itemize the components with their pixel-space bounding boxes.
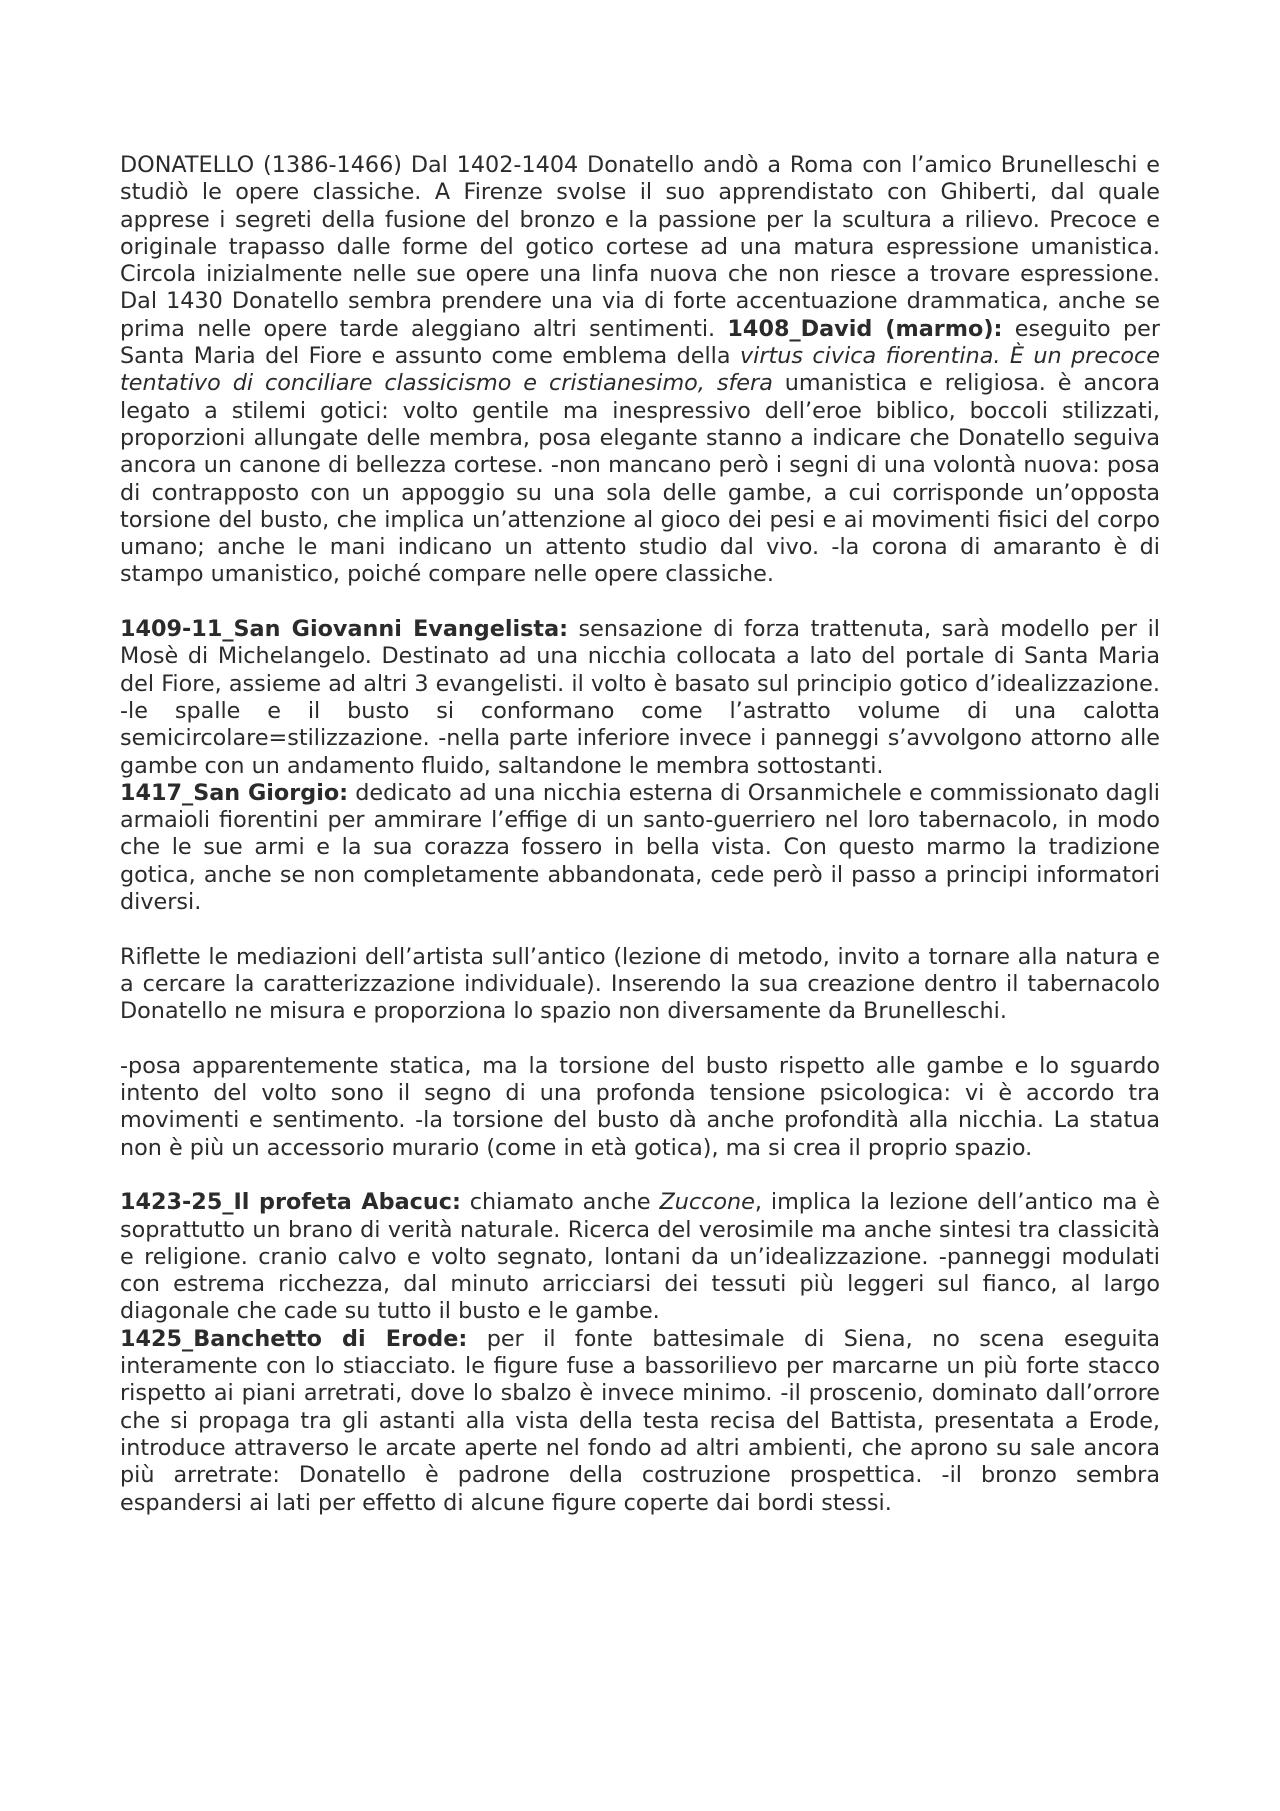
text: DONATELLO (1386-1466) Dal 1402-1404 Donatello andò a Roma con l’amico Brunelleschi e studiò le opere classiche. A Firenze svolse il suo apprendistato con Ghiberti, dal quale apprese i segreti della fusione del bronzo e la passione per la scultura a rilievo. Precoce e originale trapasso dalle forme del gotico cortese ad una matura espressione umanistica. Circola inizialmente nelle sue opere una linfa nuova che non riesce a trovare espressione. Dal 1430 Donatello sembra prendere una via di forte accentuazione drammatica, anche se prima nelle opere tarde aleggiano altri sentimenti.	[120, 152, 1160, 342]
heading-david: 1408_David (marmo):	[727, 315, 1003, 342]
text: chiamato anche	[460, 1189, 660, 1216]
text: eseguito per Santa Maria del Fiore e assunto come emblema della	[120, 315, 1160, 370]
text: -posa apparentemente statica, ma la torsione del busto rispetto alle gambe e lo sguardo intento del volto sono il segno di una profonda tensione psicologica: vi è accordo tra movimenti e sentimento. -la torsione del busto dà anche profondità alla nicchia. La statua non è più un accessorio murario (come in età gotica), ma si crea il proprio spazio.	[120, 1052, 1160, 1161]
text: sensazione di forza trattenuta, sarà modello per il Mosè di Michelangelo. Destinato ad una nicchia collocata a lato del portale di Santa Maria del Fiore, assieme ad altri 3 evangelisti. il volto è basato sul principio gotico d’idealizzazione. -le spalle e il busto si conformano come l’astratto volume di una calotta semicircolare=stilizzazione. -nella parte inferiore invece i panneggi s’avvolgono attorno alle gambe con un andamento fluido, saltandone le membra sottostanti.	[120, 616, 1160, 779]
text: per il fonte battesimale di Siena, no scena eseguita interamente con lo stiacciato. le figure fuse a bassorilievo per marcarne un più forte stacco rispetto ai piani arretrati, dove lo sbalzo è invece minimo. -il proscenio, dominato dall’orrore che si propaga tra gli astanti alla vista della testa recisa del Battista, presentata a Erode, introduce attraverso le arcate aperte nel fondo ad altri ambienti, che aprono su sale ancora più arretrate: Donatello è padrone della costruzione prospettica. -il bronzo sembra espandersi ai lati per effetto di alcune figure coperte dai bordi stessi.	[120, 1325, 1160, 1516]
paragraph-san-giovanni	[120, 616, 1160, 780]
heading-erode: 1425_Banchetto di Erode:	[120, 1325, 468, 1352]
paragraph-posa	[120, 1053, 1160, 1162]
italic-text: Zuccone	[659, 1189, 755, 1216]
paragraph-erode	[120, 1326, 1160, 1517]
paragraph-donatello-intro	[120, 152, 1160, 589]
heading-san-giovanni: 1409-11_San Giovanni Evangelista:	[120, 616, 569, 643]
text: dedicato ad una nicchia esterna di Orsanmichele e commissionato dagli armaioli fiorentini per ammirare l’effige di un santo-guerriero nel loro tabernacolo, in modo che le sue armi e la sua corazza fossero in bella vista. Con questo marmo la tradizione gotica, anche se non completamente abbandonata, cede però il passo a principi informatori diversi.	[120, 779, 1160, 916]
italic-text: virtus civica fiorentina. È un precoce tentativo di conciliare classicismo e cristianesimo, sfera	[120, 343, 1160, 397]
heading-san-giorgio: 1417_San Giorgio:	[120, 779, 349, 806]
heading-abacuc: 1423-25_Il profeta Abacuc:	[120, 1189, 461, 1216]
text: , implica la lezione dell’antico ma è soprattutto un brano di verità naturale. Ricerca del verosimile ma anche sintesi tra classicità e religione. cranio calvo e volto segnato, lontani da un’idealizzazione. -panneggi modulati con estrema ricchezza, dal minuto arricciarsi dei tessuti più leggeri sul fianco, al largo diagonale che cade su tutto il busto e le gambe.	[120, 1189, 1160, 1325]
paragraph-riflette	[120, 944, 1160, 1026]
text: umanistica e religiosa. è ancora legato a stilemi gotici: volto gentile ma inespressivo dell’eroe biblico, boccoli stilizzati, proporzioni allungate delle membra, posa elegante stanno a indicare che Donatello seguiva ancora un canone di bellezza cortese. -non mancano però i segni di una volontà nuova: posa di contrapposto con un appoggio su una sola delle gambe, a cui corrisponde un’opposta torsione del busto, che implica un’attenzione al gioco dei pesi e ai movimenti fisici del corpo umano; anche le mani indicano un attento studio dal vivo. -la corona di amaranto è di stampo umanistico, poiché compare nelle opere classiche.	[120, 370, 1160, 588]
text: Riflette le mediazioni dell’artista sull’antico (lezione di metodo, invito a tornare alla natura e a cercare la caratterizzazione individuale). Inserendo la sua creazione dentro il tabernacolo Donatello ne misura e proporziona lo spazio non diversamente da Brunelleschi.	[120, 943, 1160, 1025]
paragraph-san-giorgio	[120, 780, 1160, 916]
paragraph-abacuc	[120, 1189, 1160, 1325]
